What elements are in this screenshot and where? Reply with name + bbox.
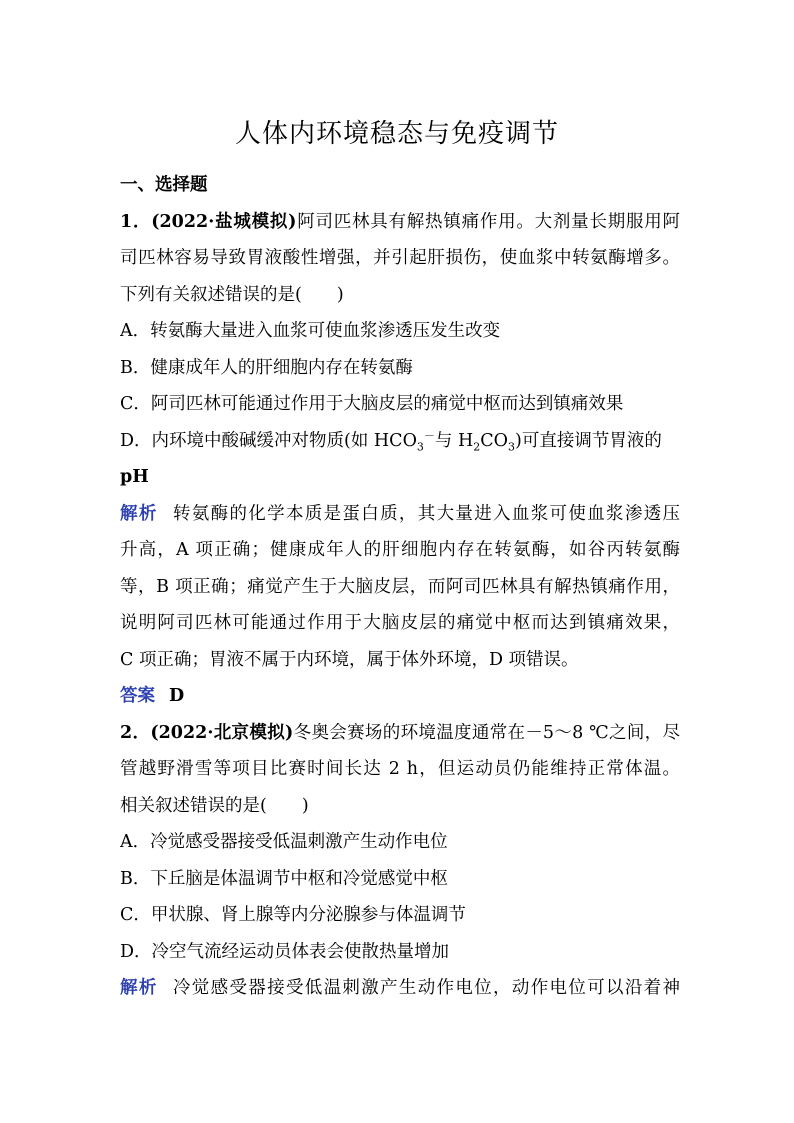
q1-stem-line-1 bbox=[120, 204, 680, 240]
q2-option-b: B．下丘脑是体温调节中枢和冷觉感觉中枢 bbox=[120, 869, 448, 889]
q1-analysis-line-2: 升高，A 项正确；健康成年人的肝细胞内存在转氨酶，如谷丙转氨酶 bbox=[120, 540, 680, 560]
q2-source: (2022·北京模拟) bbox=[150, 723, 294, 743]
q1-stem-text-1: 阿司匹林具有解热镇痛作用。大剂量长期服用阿 bbox=[296, 212, 680, 232]
q1-analysis-line-1 bbox=[120, 496, 680, 532]
q1-option-d-pre: D．内环境中酸碱缓冲对物质(如 HCO bbox=[120, 431, 417, 451]
q2-option-c: C．甲状腺、肾上腺等内分泌腺参与体温调节 bbox=[120, 905, 466, 925]
q1-option-c: C．阿司匹林可能通过作用于大脑皮层的痛觉中枢而达到镇痛效果 bbox=[120, 394, 624, 414]
q1-source: (2022·盐城模拟) bbox=[151, 212, 297, 232]
q1-option-d-sup: － bbox=[423, 429, 435, 443]
q1-answer-value: D bbox=[169, 686, 185, 706]
section-heading: 一、选择题 bbox=[120, 175, 208, 195]
q1-stem-line-3: 下列有关叙述错误的是( ) bbox=[120, 285, 344, 305]
q1-option-d-sub3: 3 bbox=[508, 440, 515, 454]
q1-number: 1． bbox=[120, 212, 152, 232]
q2-analysis-label: 解析 bbox=[120, 978, 158, 998]
q2-number: 2． bbox=[120, 723, 151, 743]
q1-option-d-sub1: 3 bbox=[416, 440, 424, 454]
q1-answer bbox=[120, 678, 680, 714]
q1-option-b: B．健康成年人的肝细胞内存在转氨酶 bbox=[120, 358, 413, 378]
q2-stem-text-1: 冬奥会赛场的环境温度通常在－5～8 ℃之间，尽 bbox=[293, 723, 680, 743]
q2-stem-line-1 bbox=[120, 715, 680, 751]
q1-option-a: A．转氨酶大量进入血浆可使血浆渗透压发生改变 bbox=[120, 321, 501, 341]
q2-analysis-text-1: 冷觉感受器接受低温刺激产生动作电位，动作电位可以沿着神 bbox=[171, 978, 680, 998]
q2-stem-line-3: 相关叙述错误的是( ) bbox=[120, 796, 309, 816]
q1-option-d-co: CO bbox=[480, 431, 508, 451]
q1-option-d bbox=[120, 423, 680, 459]
q1-analysis-text-1: 转氨酶的化学本质是蛋白质，其大量进入血浆可使血浆渗透压 bbox=[171, 504, 680, 524]
q1-option-d-line-2: pH bbox=[120, 467, 149, 487]
q1-analysis-line-5: C 项正确；胃液不属于内环境，属于体外环境，D 项错误。 bbox=[120, 650, 579, 670]
q2-option-d: D．冷空气流经运动员体表会使散热量增加 bbox=[120, 942, 450, 962]
q2-option-a: A．冷觉感受器接受低温刺激产生动作电位 bbox=[120, 832, 448, 852]
q2-analysis-line-1 bbox=[120, 970, 680, 1006]
q1-analysis-line-4: 说明阿司匹林可能通过作用于大脑皮层的痛觉中枢而达到镇痛效果， bbox=[120, 613, 680, 633]
q1-analysis-line-3: 等，B 项正确；痛觉产生于大脑皮层，而阿司匹林具有解热镇痛作用， bbox=[120, 577, 680, 597]
q1-answer-label: 答案 bbox=[120, 686, 155, 706]
q1-option-d-sub2: 2 bbox=[473, 440, 481, 454]
q1-stem-line-2: 司匹林容易导致胃液酸性增强，并引起肝损伤，使血浆中转氨酶增多。 bbox=[120, 248, 680, 268]
q1-option-d-post: )可直接调节胃液的 bbox=[515, 431, 662, 451]
q2-stem-line-2: 管越野滑雪等项目比赛时间长达 2 h，但运动员仍能维持正常体温。 bbox=[120, 759, 680, 779]
q1-option-d-mid: 与 H bbox=[434, 431, 474, 451]
q1-analysis-label: 解析 bbox=[120, 504, 158, 524]
page-title: 人体内环境稳态与免疫调节 bbox=[234, 119, 559, 149]
